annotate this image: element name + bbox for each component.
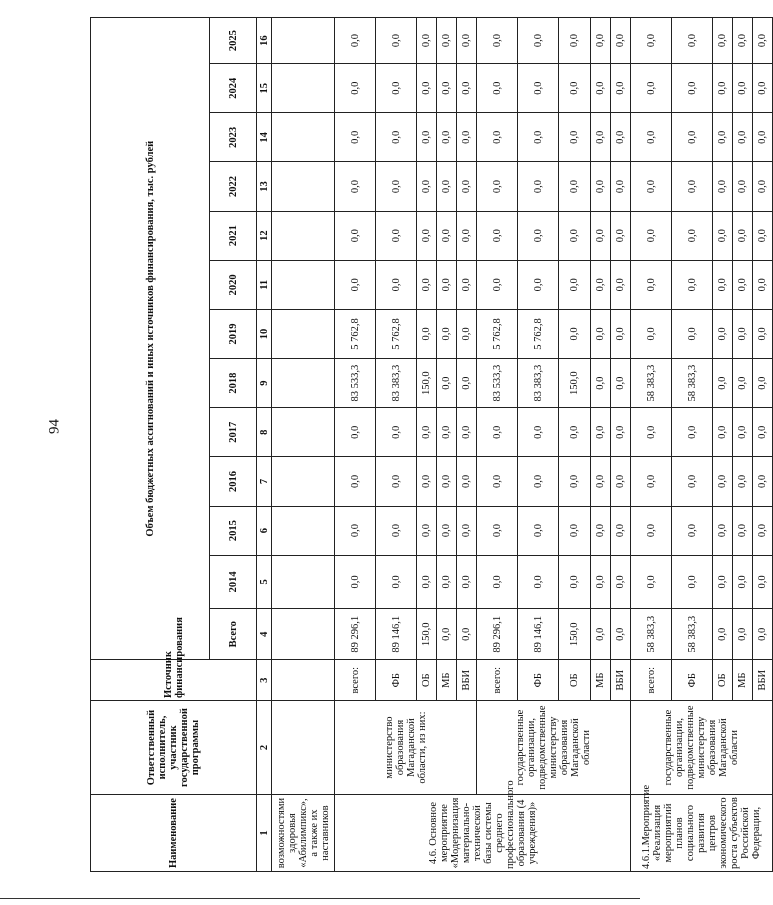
value-cell: 5 762,8 [477,309,518,358]
value-cell: 0,0 [733,555,753,608]
value-cell: 5 762,8 [376,309,417,358]
source-cell: ВБИ [753,660,773,701]
value-cell: 0,0 [753,359,773,408]
value-cell: 89 296,1 [477,609,518,660]
value-cell: 0,0 [417,113,437,162]
value-cell: 0,0 [713,211,733,260]
value-cell: 0,0 [518,18,559,64]
value-cell: 0,0 [713,555,733,608]
value-cell: 0,0 [753,260,773,309]
value-cell: 0,0 [457,555,477,608]
value-cell: 0,0 [591,211,611,260]
value-cell: 0,0 [713,457,733,506]
value-cell: 0,0 [631,309,672,358]
header-year: 2022 [210,162,257,211]
value-cell: 0,0 [753,64,773,113]
value-cell: 0,0 [559,506,591,555]
value-cell: 0,0 [335,162,376,211]
value-cell: 0,0 [437,457,457,506]
value-cell: 0,0 [518,113,559,162]
value-cell: 0,0 [457,211,477,260]
value-cell: 0,0 [753,18,773,64]
value-cell: 0,0 [611,457,631,506]
value-cell: 0,0 [518,64,559,113]
column-index: 8 [257,408,272,457]
value-cell: 0,0 [376,555,417,608]
column-index: 4 [257,609,272,660]
value-cell: 0,0 [733,506,753,555]
value-cell: 0,0 [335,18,376,64]
value-cell: 0,0 [518,211,559,260]
value-cell: 0,0 [477,64,518,113]
value-cell: 89 296,1 [335,609,376,660]
header-year: 2017 [210,408,257,457]
value-cell: 0,0 [457,609,477,660]
value-cell: 0,0 [753,609,773,660]
value-cell: 0,0 [753,309,773,358]
value-cell: 0,0 [457,457,477,506]
header-volume: Объем бюджетных ассигнований и иных источников финансирования, тыс. рублей [91,18,210,660]
value-cell: 0,0 [518,506,559,555]
value-cell: 83 383,3 [376,359,417,408]
value-cell: 0,0 [753,211,773,260]
value-cell: 0,0 [335,211,376,260]
value-cell: 0,0 [457,359,477,408]
value-cell: 58 383,3 [672,359,713,408]
value-cell: 0,0 [672,113,713,162]
value-cell: 0,0 [457,113,477,162]
value-cell: 0,0 [733,457,753,506]
value-cell: 150,0 [417,609,437,660]
value-cell: 0,0 [611,555,631,608]
block2-resp-cell: государственные организации, подведомственные министерству образования Магаданской области [631,701,773,795]
header-year: 2024 [210,64,257,113]
value-cell: 0,0 [631,408,672,457]
value-cell: 0,0 [376,18,417,64]
value-cell: 0,0 [672,555,713,608]
header-year: 2025 [210,18,257,64]
column-index: 7 [257,457,272,506]
value-cell: 0,0 [477,18,518,64]
value-cell: 0,0 [518,555,559,608]
blank-cell [272,260,335,309]
value-cell: 0,0 [733,64,753,113]
value-cell: 0,0 [713,359,733,408]
header-year: 2019 [210,309,257,358]
value-cell: 89 146,1 [518,609,559,660]
value-cell: 83 383,3 [518,359,559,408]
block2-name-cell: 4.6.1.Мероприятие «Реализация мероприятий планов социального развития центров экономического роста субъектов Российской Федерации, [631,795,773,872]
value-cell: 0,0 [591,260,611,309]
value-cell: 0,0 [477,113,518,162]
value-cell: 0,0 [559,555,591,608]
source-cell: ФБ [518,660,559,701]
blank-cell [272,701,335,795]
value-cell: 0,0 [631,457,672,506]
value-cell: 0,0 [672,162,713,211]
value-cell: 0,0 [611,18,631,64]
value-cell: 0,0 [559,408,591,457]
value-cell: 89 146,1 [376,609,417,660]
value-cell: 0,0 [672,211,713,260]
value-cell: 0,0 [611,408,631,457]
value-cell: 0,0 [672,64,713,113]
value-cell: 150,0 [417,359,437,408]
value-cell: 0,0 [477,162,518,211]
value-cell: 0,0 [457,260,477,309]
value-cell: 0,0 [733,211,753,260]
value-cell: 0,0 [713,609,733,660]
source-cell: МБ [733,660,753,701]
value-cell: 0,0 [437,555,457,608]
blank-cell [272,506,335,555]
value-cell: 0,0 [376,64,417,113]
value-cell: 0,0 [733,18,753,64]
blank-cell [272,309,335,358]
value-cell: 0,0 [591,18,611,64]
value-cell: 0,0 [559,309,591,358]
value-cell: 0,0 [753,555,773,608]
source-cell: ОБ [713,660,733,701]
blank-cell [272,162,335,211]
value-cell: 0,0 [733,309,753,358]
value-cell: 0,0 [591,555,611,608]
header-total: Всего [210,609,257,660]
value-cell: 0,0 [457,506,477,555]
value-cell: 0,0 [437,260,457,309]
value-cell: 0,0 [611,309,631,358]
value-cell: 0,0 [437,408,457,457]
header-year: 2014 [210,555,257,608]
value-cell: 0,0 [753,408,773,457]
value-cell: 0,0 [518,260,559,309]
blank-cell [272,457,335,506]
value-cell: 0,0 [591,162,611,211]
value-cell: 0,0 [518,457,559,506]
header-year: 2020 [210,260,257,309]
value-cell: 0,0 [477,408,518,457]
value-cell: 58 383,3 [672,609,713,660]
value-cell: 0,0 [437,64,457,113]
block1-resp1-cell: министерство образования Магаданской области, из них: [335,701,477,795]
source-cell: ВБИ [457,660,477,701]
value-cell: 0,0 [753,162,773,211]
continued-name-cell: возможностями здоровья «Абилимпикс», а также их наставников [272,795,335,872]
value-cell: 0,0 [611,609,631,660]
blank-cell [272,64,335,113]
value-cell: 0,0 [417,309,437,358]
value-cell: 0,0 [631,162,672,211]
value-cell: 0,0 [376,260,417,309]
value-cell: 0,0 [733,609,753,660]
value-cell: 0,0 [457,162,477,211]
source-cell: ВБИ [611,660,631,701]
column-index: 12 [257,211,272,260]
value-cell: 0,0 [417,408,437,457]
value-cell: 0,0 [477,457,518,506]
value-cell: 0,0 [713,18,733,64]
value-cell: 0,0 [335,555,376,608]
source-cell: ОБ [417,660,437,701]
value-cell: 0,0 [417,506,437,555]
column-index: 6 [257,506,272,555]
value-cell: 0,0 [631,211,672,260]
value-cell: 83 533,3 [335,359,376,408]
value-cell: 0,0 [753,457,773,506]
value-cell: 0,0 [713,113,733,162]
value-cell: 0,0 [417,64,437,113]
value-cell: 0,0 [559,113,591,162]
value-cell: 0,0 [713,506,733,555]
value-cell: 0,0 [631,260,672,309]
blank-cell [272,609,335,660]
rotated-table-wrapper [90,17,768,872]
value-cell: 0,0 [417,260,437,309]
block1-resp2-cell: государственные организации, подведомственные министерству образования Магаданской области [477,701,631,795]
value-cell: 0,0 [417,211,437,260]
column-index: 15 [257,64,272,113]
value-cell: 0,0 [559,162,591,211]
value-cell: 58 383,3 [631,359,672,408]
value-cell: 0,0 [591,408,611,457]
value-cell: 0,0 [672,506,713,555]
value-cell: 0,0 [335,113,376,162]
value-cell: 150,0 [559,609,591,660]
value-cell: 0,0 [733,359,753,408]
value-cell: 0,0 [437,211,457,260]
value-cell: 0,0 [437,506,457,555]
value-cell: 0,0 [335,408,376,457]
header-name: Наименование [91,795,257,872]
column-index: 9 [257,359,272,408]
value-cell: 0,0 [591,457,611,506]
value-cell: 0,0 [611,260,631,309]
value-cell: 0,0 [672,408,713,457]
value-cell: 0,0 [417,555,437,608]
column-index: 2 [257,701,272,795]
value-cell: 0,0 [753,506,773,555]
value-cell: 0,0 [591,113,611,162]
blank-cell [272,113,335,162]
value-cell: 0,0 [437,162,457,211]
value-cell: 0,0 [611,162,631,211]
value-cell: 0,0 [672,309,713,358]
source-cell: ФБ [376,660,417,701]
budget-table [90,17,773,872]
value-cell: 83 533,3 [477,359,518,408]
value-cell: 0,0 [631,113,672,162]
blank-cell [272,555,335,608]
header-year: 2015 [210,506,257,555]
source-cell: ОБ [559,660,591,701]
value-cell: 0,0 [733,113,753,162]
value-cell: 0,0 [713,162,733,211]
value-cell: 0,0 [611,211,631,260]
column-index: 3 [257,660,272,701]
value-cell: 0,0 [713,309,733,358]
value-cell: 0,0 [611,506,631,555]
value-cell: 0,0 [437,113,457,162]
value-cell: 0,0 [417,457,437,506]
value-cell: 0,0 [559,457,591,506]
value-cell: 0,0 [559,18,591,64]
value-cell: 0,0 [631,555,672,608]
value-cell: 0,0 [733,260,753,309]
column-index: 16 [257,18,272,64]
page-number: 94 [46,419,63,434]
source-cell: МБ [591,660,611,701]
value-cell: 0,0 [376,113,417,162]
blank-cell [272,18,335,64]
value-cell: 0,0 [559,260,591,309]
blank-cell [272,408,335,457]
value-cell: 0,0 [376,506,417,555]
value-cell: 0,0 [713,64,733,113]
value-cell: 0,0 [376,408,417,457]
value-cell: 0,0 [559,64,591,113]
header-source: Источник финансирования [91,660,257,701]
column-index: 11 [257,260,272,309]
value-cell: 0,0 [713,260,733,309]
value-cell: 0,0 [437,18,457,64]
header-year: 2018 [210,359,257,408]
value-cell: 0,0 [437,359,457,408]
value-cell: 5 762,8 [335,309,376,358]
blank-cell [272,211,335,260]
value-cell: 0,0 [335,457,376,506]
page-bottom-rule [0,898,640,899]
value-cell: 0,0 [591,506,611,555]
value-cell: 0,0 [477,555,518,608]
value-cell: 0,0 [518,162,559,211]
source-cell: всего: [477,660,518,701]
column-index: 10 [257,309,272,358]
source-cell: всего: [335,660,376,701]
value-cell: 0,0 [376,211,417,260]
column-index: 13 [257,162,272,211]
blank-cell [272,359,335,408]
value-cell: 0,0 [753,113,773,162]
value-cell: 0,0 [611,359,631,408]
value-cell: 0,0 [457,18,477,64]
value-cell: 0,0 [335,64,376,113]
value-cell: 0,0 [376,162,417,211]
value-cell: 0,0 [457,64,477,113]
value-cell: 0,0 [591,359,611,408]
header-year: 2016 [210,457,257,506]
value-cell: 0,0 [335,506,376,555]
value-cell: 0,0 [631,64,672,113]
value-cell: 0,0 [477,211,518,260]
column-index: 1 [257,795,272,872]
value-cell: 0,0 [733,162,753,211]
value-cell: 0,0 [437,309,457,358]
source-cell: всего: [631,660,672,701]
value-cell: 0,0 [672,260,713,309]
value-cell: 0,0 [457,408,477,457]
value-cell: 0,0 [631,18,672,64]
header-year: 2023 [210,113,257,162]
value-cell: 0,0 [417,162,437,211]
source-cell: МБ [437,660,457,701]
column-index: 14 [257,113,272,162]
value-cell: 0,0 [335,260,376,309]
value-cell: 0,0 [733,408,753,457]
value-cell: 0,0 [672,18,713,64]
value-cell: 0,0 [518,408,559,457]
block1-name-cell: 4.6. Основное мероприятие «Модернизация материально-технической базы системы среднего профессионального образования (4 учреждения)» [335,795,631,872]
value-cell: 0,0 [437,609,457,660]
column-index: 5 [257,555,272,608]
blank-cell [272,660,335,701]
value-cell: 58 383,3 [631,609,672,660]
value-cell: 0,0 [591,609,611,660]
value-cell: 0,0 [477,260,518,309]
value-cell: 0,0 [591,309,611,358]
value-cell: 0,0 [477,506,518,555]
value-cell: 0,0 [457,309,477,358]
value-cell: 0,0 [611,113,631,162]
value-cell: 0,0 [591,64,611,113]
value-cell: 0,0 [713,408,733,457]
value-cell: 0,0 [611,64,631,113]
source-cell: ФБ [672,660,713,701]
header-responsible: Ответственный исполнитель, участник государственной программы [91,701,257,795]
value-cell: 0,0 [417,18,437,64]
value-cell: 5 762,8 [518,309,559,358]
value-cell: 0,0 [559,211,591,260]
value-cell: 0,0 [672,457,713,506]
value-cell: 0,0 [376,457,417,506]
header-year: 2021 [210,211,257,260]
value-cell: 0,0 [631,506,672,555]
value-cell: 150,0 [559,359,591,408]
